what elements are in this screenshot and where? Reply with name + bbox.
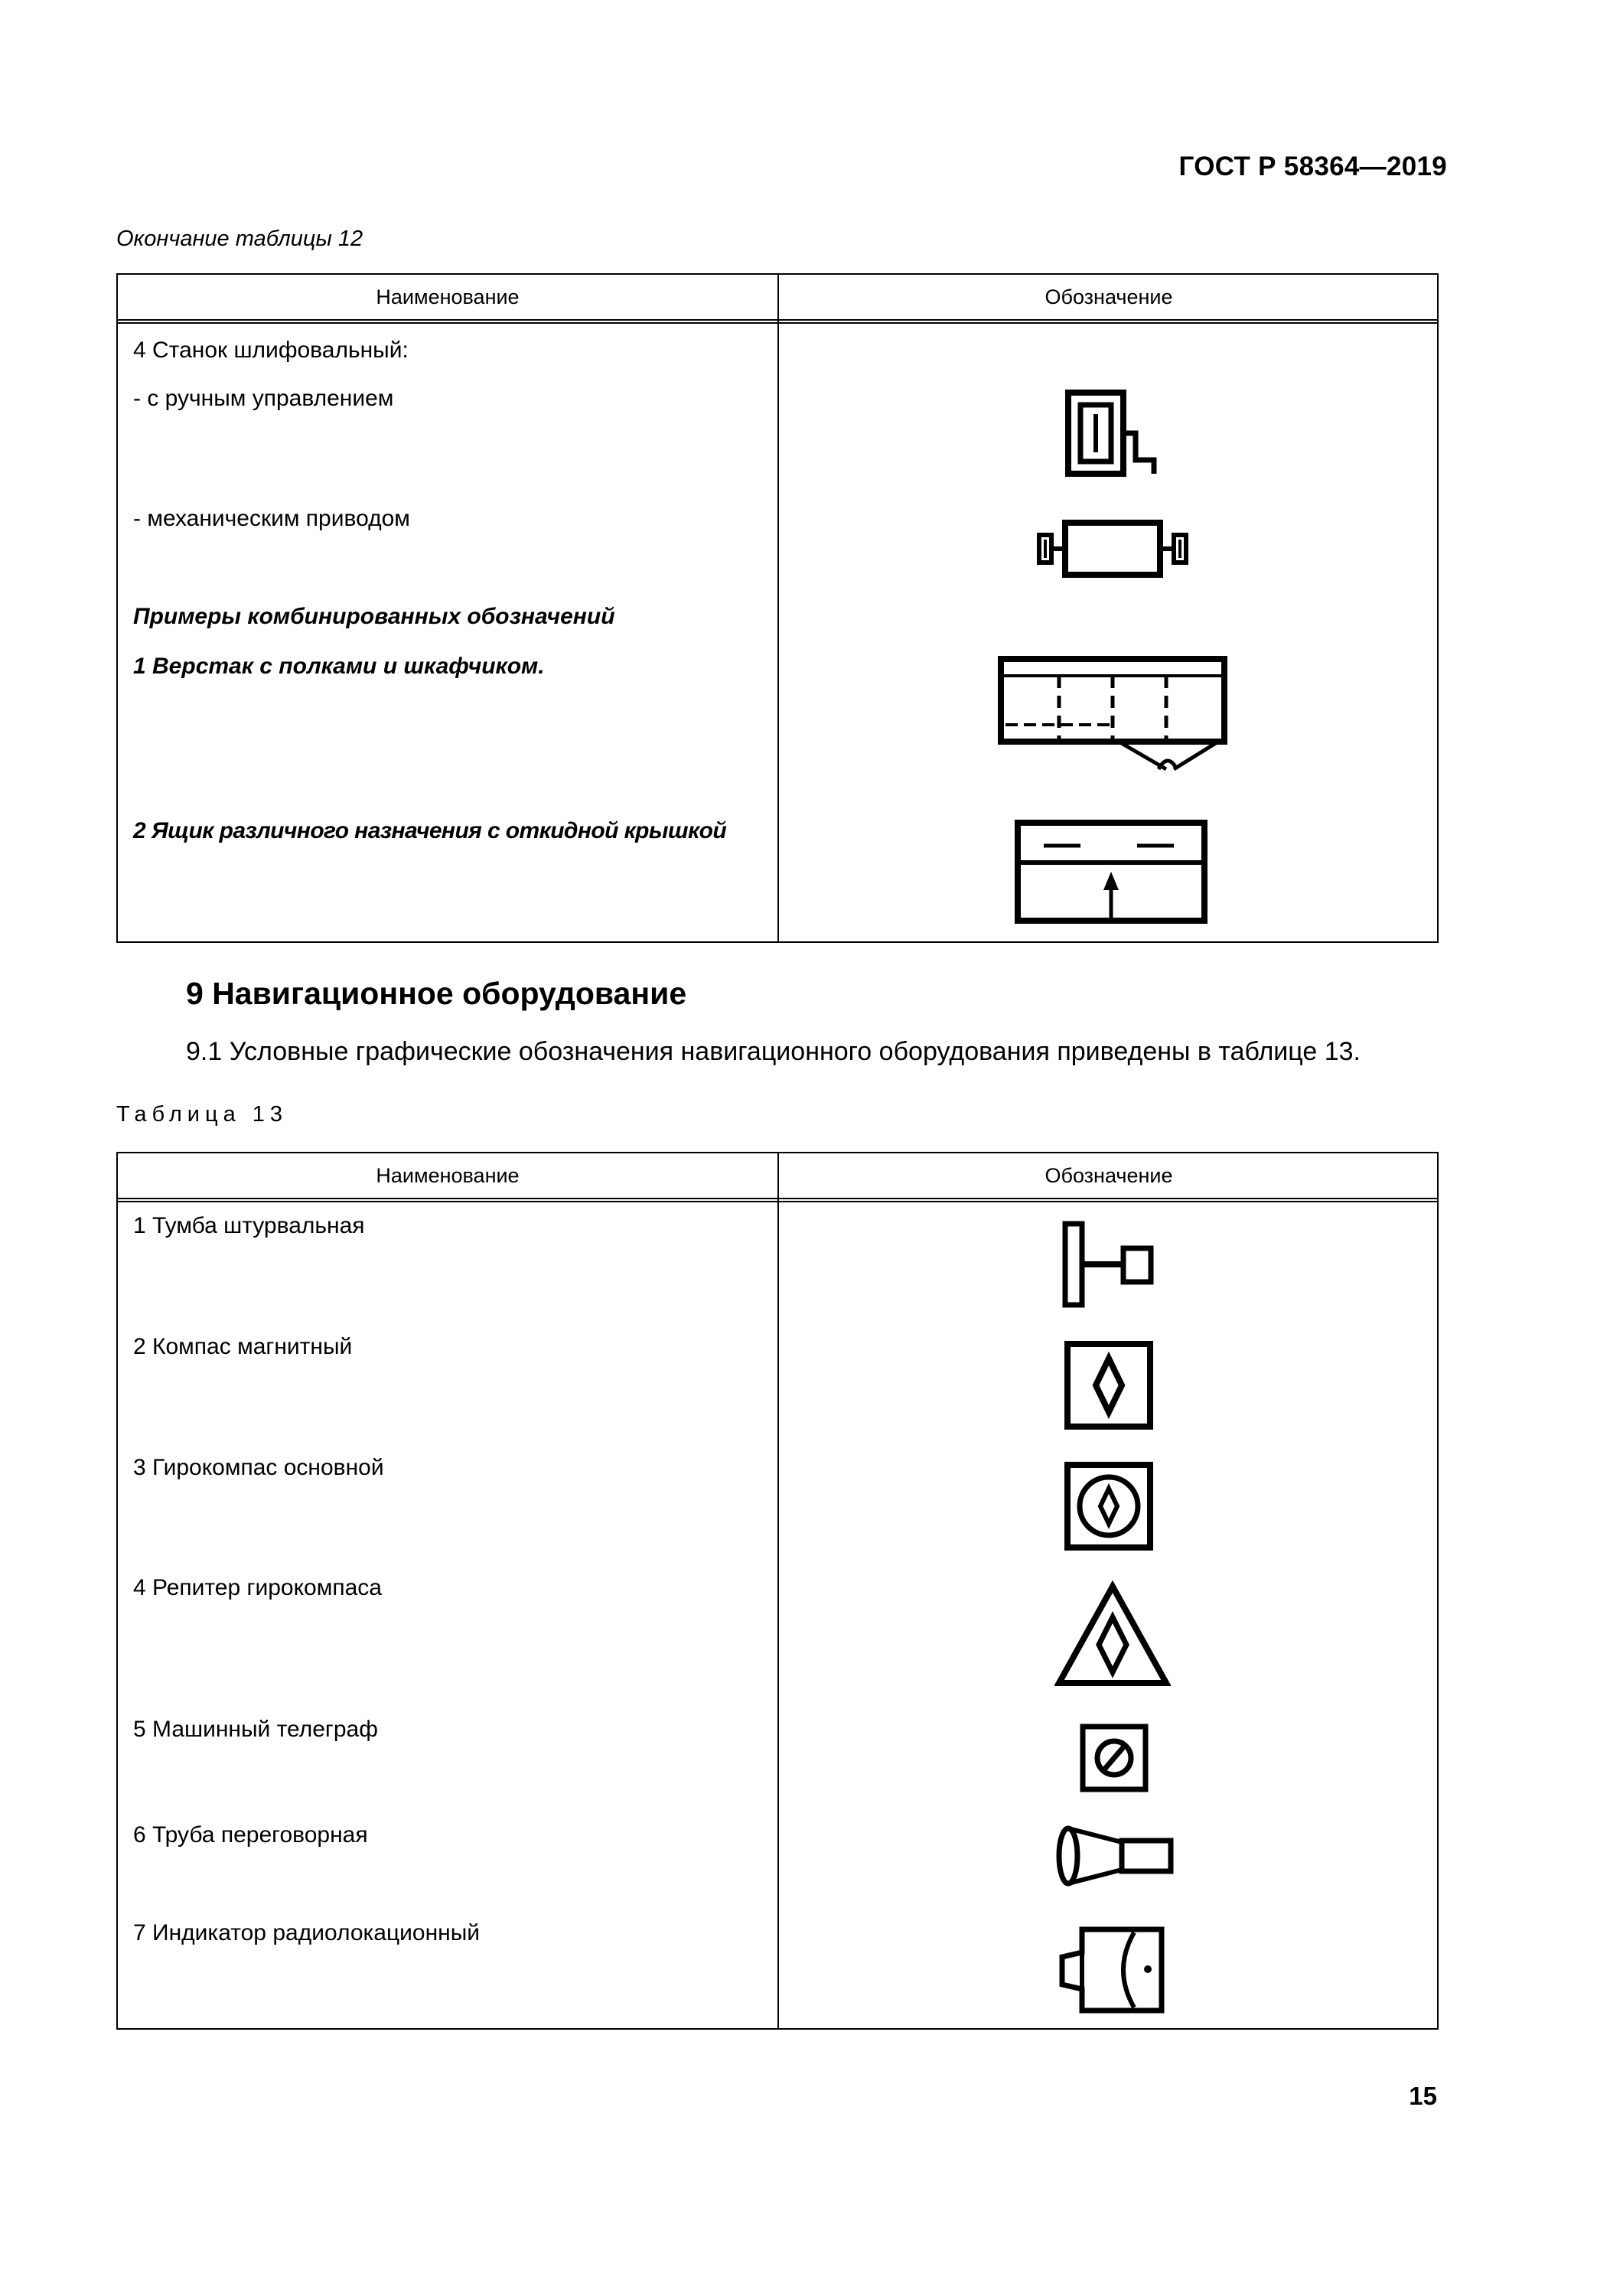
table13-row-text: 1 Тумба штурвальная <box>133 1213 365 1238</box>
box-hinged-lid-icon <box>1013 818 1209 925</box>
table13-col-symbol: Обозначение <box>1045 1163 1173 1187</box>
table12-row-text: 1 Верстак с полками и шкафчиком. <box>133 654 545 679</box>
radar-indicator-icon <box>1054 1925 1169 2017</box>
table12-row-text: Примеры комбинированных обозначений <box>133 604 615 629</box>
table13-row-text: 7 Индикатор радиолокационный <box>133 1920 481 1945</box>
table12-row-text: 4 Станок шлифовальный: <box>133 338 409 363</box>
page-number: 15 <box>1409 2082 1437 2110</box>
table13-col-name: Наименование <box>376 1163 520 1187</box>
speaking-tube-icon <box>1054 1824 1177 1888</box>
workbench-icon <box>996 654 1229 772</box>
section-paragraph: 9.1 Условные графические обозначения навигационного оборудования приведены в таблице 13. <box>186 1037 1361 1066</box>
table12-row-text: 2 Ящик различного назначения с откидной крышкой <box>133 818 727 843</box>
gyrocompass-repeater-icon <box>1054 1580 1171 1688</box>
mechanical-grinder-icon <box>1033 518 1194 579</box>
gyrocompass-icon <box>1064 1461 1154 1551</box>
table13-row-text: 2 Компас магнитный <box>133 1334 353 1359</box>
table13 <box>116 1152 1439 2030</box>
table13-row-text: 5 Машинный телеграф <box>133 1717 378 1742</box>
steering-pedestal-icon <box>1061 1219 1160 1311</box>
table13-row-text: 4 Репитер гирокомпаса <box>133 1575 382 1600</box>
table13-column-divider <box>777 1153 779 2028</box>
table13-row-text: 3 Гирокомпас основной <box>133 1455 384 1480</box>
table13-row-text: 6 Труба переговорная <box>133 1822 368 1848</box>
table12-row-text: - с ручным управлением <box>133 386 394 411</box>
table12-row-text: - механическим приводом <box>133 506 410 531</box>
section-title: 9 Навигационное оборудование <box>186 976 687 1011</box>
table12-col-name: Наименование <box>376 285 520 308</box>
document-code: ГОСТ Р 58364—2019 <box>1178 152 1447 181</box>
table12-col-symbol: Обозначение <box>1045 285 1173 308</box>
table12-column-divider <box>777 275 779 941</box>
engine-telegraph-icon <box>1079 1723 1149 1793</box>
table13-caption: Таблица 13 <box>116 1102 288 1127</box>
table12 <box>116 273 1439 943</box>
manual-grinder-icon <box>1065 390 1165 478</box>
magnetic-compass-icon <box>1064 1340 1154 1430</box>
table12-caption: Окончание таблицы 12 <box>116 227 363 251</box>
